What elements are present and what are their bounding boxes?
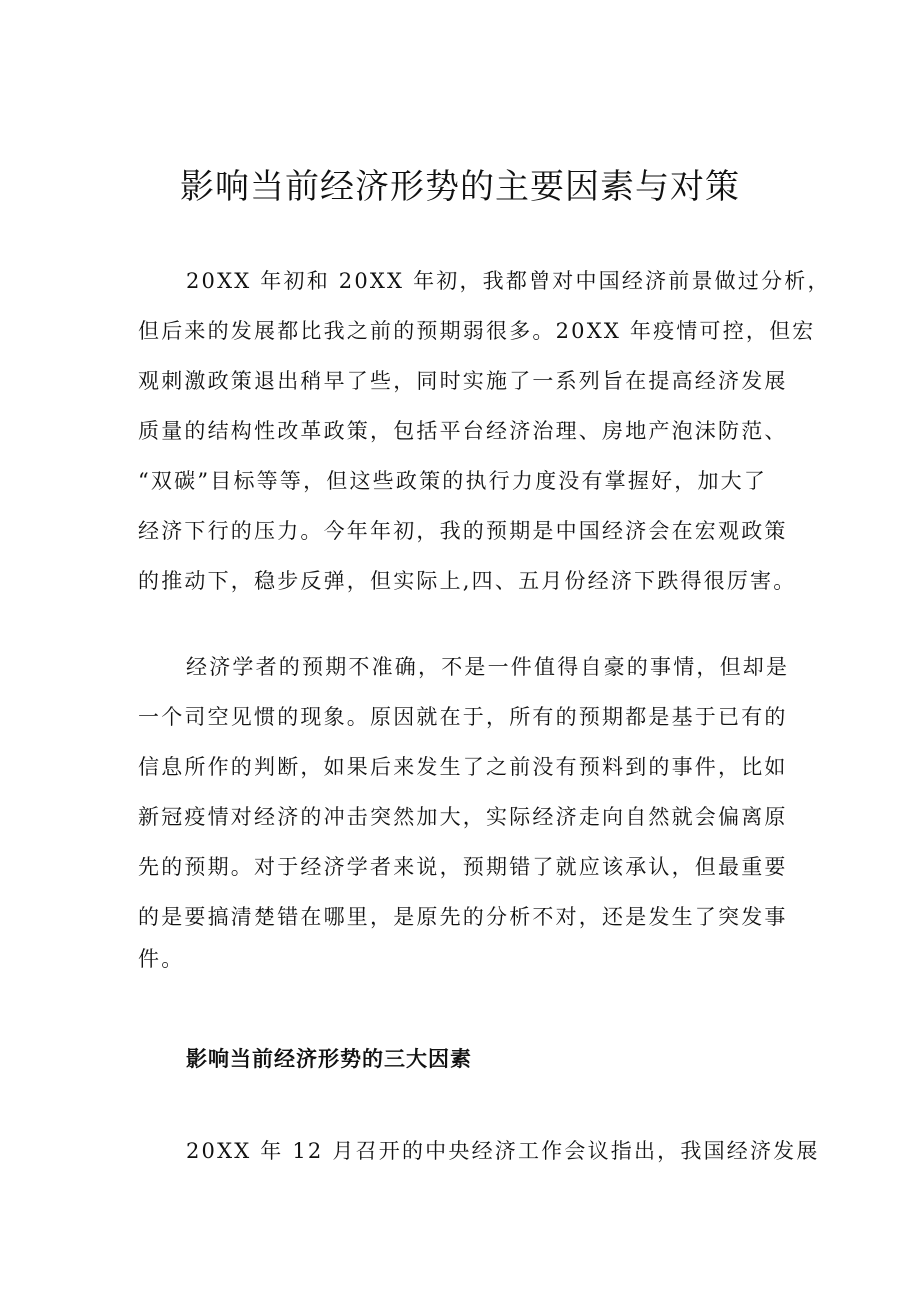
paragraph-line: 一个司空见惯的现象。原因就在于，所有的预期都是基于已有的 xyxy=(138,705,788,729)
paragraph-line: 20XX 年初和 20XX 年初，我都曾对中国经济前景做过分析， xyxy=(186,269,831,293)
paragraph-line: 信息所作的判断，如果后来发生了之前没有预料到的事件，比如 xyxy=(138,755,788,779)
paragraph-line: 件。 xyxy=(138,947,185,971)
document-title: 影响当前经济形势的主要因素与对策 xyxy=(180,167,740,207)
paragraph-line: 先的预期。对于经济学者来说，预期错了就应该承认，但最重要 xyxy=(138,855,788,879)
paragraph-line: 的是要搞清楚错在哪里，是原先的分析不对，还是发生了突发事 xyxy=(138,905,788,929)
paragraph-line: 的推动下，稳步反弹，但实际上,四、五月份经济下跌得很厉害。 xyxy=(138,569,797,593)
section-heading: 影响当前经济形势的三大因素 xyxy=(186,1047,472,1071)
paragraph-line: “双碳”目标等等，但这些政策的执行力度没有掌握好，加大了 xyxy=(138,469,768,493)
paragraph-line: 质量的结构性改革政策，包括平台经济治理、房地产泡沫防范、 xyxy=(138,419,788,443)
paragraph-line: 但后来的发展都比我之前的预期弱很多。20XX 年疫情可控，但宏 xyxy=(138,319,816,343)
paragraph-line: 经济学者的预期不准确，不是一件值得自豪的事情，但却是 xyxy=(186,655,790,679)
paragraph-line: 新冠疫情对经济的冲击突然加大，实际经济走向自然就会偏离原 xyxy=(138,805,788,829)
paragraph-line: 20XX 年 12 月召开的中央经济工作会议指出，我国经济发展 xyxy=(186,1139,820,1163)
paragraph-line: 观刺激政策退出稍早了些，同时实施了一系列旨在提高经济发展 xyxy=(138,369,788,393)
paragraph-line: 经济下行的压力。今年年初，我的预期是中国经济会在宏观政策 xyxy=(138,519,788,543)
